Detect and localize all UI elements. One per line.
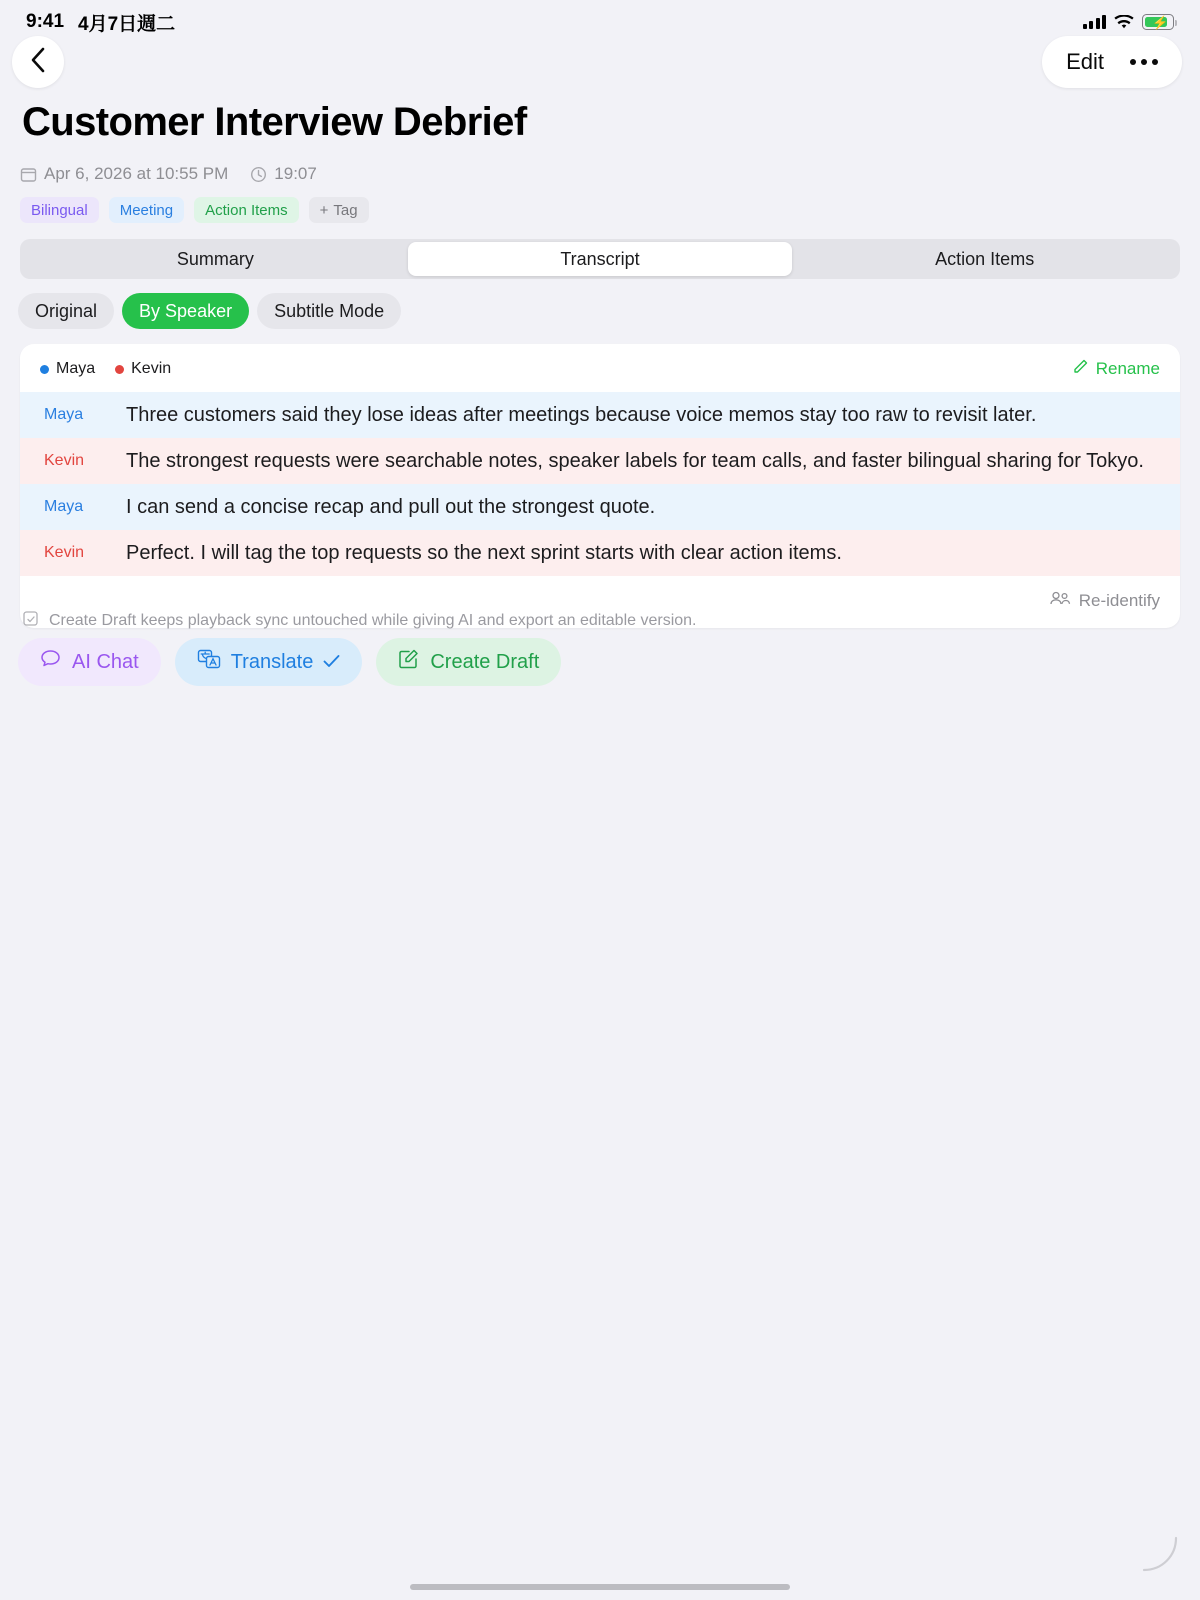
ai-chat-label: AI Chat	[72, 650, 139, 673]
mode-subtitle[interactable]: Subtitle Mode	[257, 293, 401, 329]
plus-icon: +	[319, 201, 329, 219]
wifi-icon	[1114, 15, 1134, 30]
transcript-card	[20, 344, 1180, 628]
transcript-lines	[20, 392, 1180, 576]
tab-action-items[interactable]: Action Items	[935, 248, 1035, 269]
nav-actions	[1042, 36, 1182, 88]
tag-action-items[interactable]: Action Items	[194, 197, 299, 223]
transcript-speaker: Kevin	[44, 452, 85, 469]
page-title: Customer Interview Debrief	[22, 100, 527, 144]
legend-item-kevin[interactable]	[115, 360, 171, 378]
translate-button[interactable]	[175, 638, 363, 686]
transcript-speaker: Maya	[44, 498, 84, 515]
transcript-text: Perfect. I will tag the top requests so the next sprint starts with clear action items.	[126, 542, 842, 564]
speaker-color-dot-maya	[40, 365, 49, 374]
mode-by-speaker[interactable]: By Speaker	[122, 293, 249, 329]
battery-charging-icon: ⚡	[1142, 14, 1174, 30]
transcript-row[interactable]	[20, 438, 1180, 484]
transcript-row[interactable]	[20, 484, 1180, 530]
note-date	[20, 164, 228, 184]
edit-button[interactable]: Edit	[1066, 49, 1104, 74]
translate-icon	[197, 649, 221, 675]
rename-button[interactable]	[1072, 358, 1160, 380]
cellular-signal-icon	[1083, 15, 1107, 29]
chat-bubble-icon	[40, 649, 62, 675]
legend-item-maya[interactable]	[40, 360, 95, 378]
transcript-text: I can send a concise recap and pull out the strongest quote.	[126, 496, 656, 518]
create-draft-hint	[22, 610, 697, 632]
clock-icon	[250, 166, 267, 183]
transcript-row[interactable]	[20, 392, 1180, 438]
transcript-speaker: Maya	[44, 406, 84, 423]
speaker-legend	[40, 360, 171, 378]
status-bar	[0, 0, 1200, 44]
corner-arc-decoration	[1142, 1536, 1178, 1572]
tab-summary[interactable]: Summary	[176, 248, 254, 269]
transcript-mode-pills	[18, 293, 401, 329]
tag-meeting[interactable]: Meeting	[109, 197, 184, 223]
note-meta	[20, 164, 317, 184]
chevron-left-icon	[30, 47, 46, 78]
note-duration	[250, 164, 317, 184]
mode-original[interactable]: Original	[18, 293, 114, 329]
transcript-text: The strongest requests were searchable notes, speaker labels for team calls, and faster bilingual sharing for Tokyo.	[126, 450, 1144, 472]
compose-icon	[398, 649, 420, 675]
ai-chat-button[interactable]	[18, 638, 161, 686]
back-button[interactable]	[12, 36, 64, 88]
speaker-color-dot-kevin	[115, 365, 124, 374]
legend-label-maya: Maya	[56, 360, 96, 377]
calendar-icon	[20, 166, 37, 183]
action-button-row	[18, 638, 561, 686]
transcript-speaker: Kevin	[44, 544, 85, 561]
note-edit-icon	[22, 610, 39, 632]
add-tag-label: Tag	[333, 201, 358, 219]
re-identify-button[interactable]: Re-identify	[1078, 591, 1160, 610]
create-draft-label: Create Draft	[430, 650, 540, 673]
note-date-text: Apr 6, 2026 at 10:55 PM	[44, 164, 229, 183]
rename-label: Rename	[1095, 359, 1160, 378]
people-icon	[1049, 590, 1071, 612]
tab-transcript[interactable]: Transcript	[408, 242, 793, 276]
transcript-card-header	[20, 358, 1180, 392]
status-date: 4月7日週二	[78, 13, 176, 35]
status-time: 9:41	[26, 11, 65, 32]
ellipsis-icon[interactable]	[1130, 59, 1158, 65]
tag-list	[20, 197, 369, 223]
home-indicator	[410, 1584, 790, 1590]
status-bar-right	[1083, 14, 1175, 30]
view-tabs	[20, 239, 1180, 279]
translate-label: Translate	[230, 650, 314, 673]
check-icon	[323, 651, 340, 674]
transcript-text: Three customers said they lose ideas after meetings because voice memos stay too raw to revisit later.	[126, 404, 1037, 426]
status-bar-left	[26, 9, 175, 36]
transcript-row[interactable]	[20, 530, 1180, 576]
note-duration-text: 19:07	[274, 164, 317, 183]
hint-text: Create Draft keeps playback sync untouched while giving AI and export an editable version.	[49, 612, 697, 629]
legend-label-kevin: Kevin	[131, 360, 172, 377]
create-draft-button[interactable]	[376, 638, 561, 686]
pencil-icon	[1072, 358, 1089, 380]
add-tag-button[interactable]	[309, 197, 369, 223]
tag-bilingual[interactable]: Bilingual	[20, 197, 99, 223]
